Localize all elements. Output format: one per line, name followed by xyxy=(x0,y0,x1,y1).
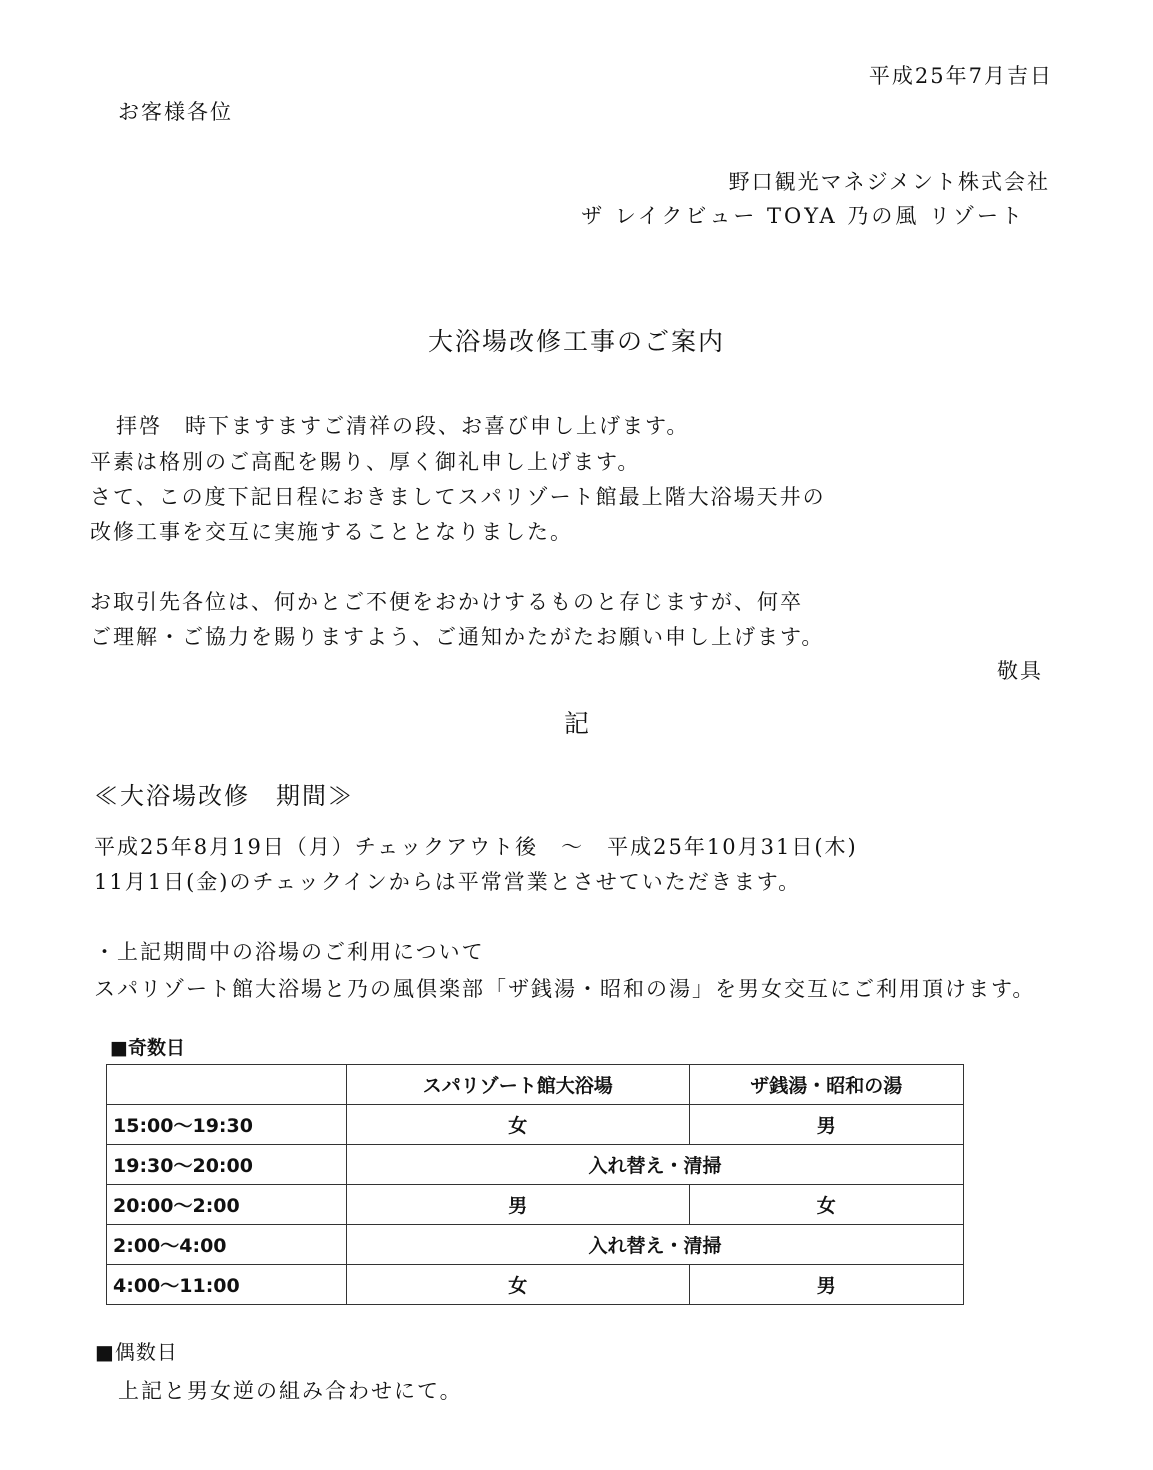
table-row xyxy=(107,1145,964,1185)
table-header-cell: ザ銭湯・昭和の湯 xyxy=(689,1065,963,1105)
table-header-cell: スパリゾート館大浴場 xyxy=(347,1065,690,1105)
table-row xyxy=(107,1185,964,1225)
body-line-4: 改修工事を交互に実施することとなりました。 xyxy=(90,520,573,544)
notice-line-1: ・上記期間中の浴場のご利用について xyxy=(94,940,485,964)
table-row xyxy=(107,1265,964,1305)
time-cell: 19:30～20:00 xyxy=(107,1145,347,1185)
spa-cell: 女 xyxy=(347,1105,690,1145)
period-heading: ≪大浴場改修 期間≫ xyxy=(94,782,354,810)
document-date: 平成25年7月吉日 xyxy=(868,64,1053,88)
table-row xyxy=(107,1225,964,1265)
sender-company: 野口観光マネジメント株式会社 xyxy=(728,170,1050,194)
time-cell: 15:00～19:30 xyxy=(107,1105,347,1145)
recipient: お客様各位 xyxy=(118,100,233,124)
body-line-3: さて、この度下記日程におきましてスパリゾート館最上階大浴場天井の xyxy=(90,485,826,509)
time-cell: 4:00～11:00 xyxy=(107,1265,347,1305)
table-header-cell xyxy=(107,1065,347,1105)
cleaning-cell: 入れ替え・清掃 xyxy=(347,1145,964,1185)
odd-days-label: ■奇数日 xyxy=(110,1037,185,1059)
sento-cell: 女 xyxy=(689,1185,963,1225)
body-line-2: 平素は格別のご高配を賜り、厚く御礼申し上げます。 xyxy=(90,450,641,474)
sento-cell: 男 xyxy=(689,1265,963,1305)
body-line-5: お取引先各位は、何かとご不便をおかけするものと存じますが、何卒 xyxy=(90,590,803,614)
table-header-row xyxy=(107,1065,964,1105)
time-cell: 20:00～2:00 xyxy=(107,1185,347,1225)
schedule-table xyxy=(106,1064,964,1305)
body-line-1: 拝啓 時下ますますご清祥の段、お喜び申し上げます。 xyxy=(116,414,690,438)
cleaning-cell: 入れ替え・清掃 xyxy=(347,1225,964,1265)
sender-hotel: ザ レイクビュー TOYA 乃の風 リゾート xyxy=(581,204,1025,228)
time-cell: 2:00～4:00 xyxy=(107,1225,347,1265)
closing-keigu: 敬具 xyxy=(997,659,1043,683)
period-line-2: 11月1日(金)のチェックインからは平常営業とさせていただきます。 xyxy=(94,870,802,894)
document-title: 大浴場改修工事のご案内 xyxy=(427,327,725,356)
period-line-1: 平成25年8月19日（月）チェックアウト後 ～ 平成25年10月31日(木) xyxy=(94,835,858,859)
even-days-label: ■偶数日 xyxy=(95,1340,178,1364)
spa-cell: 女 xyxy=(347,1265,690,1305)
even-days-text: 上記と男女逆の組み合わせにて。 xyxy=(118,1379,463,1403)
notice-line-2: スパリゾート館大浴場と乃の風倶楽部「ザ銭湯・昭和の湯」を男女交互にご利用頂けます。 xyxy=(94,977,1036,1001)
spa-cell: 男 xyxy=(347,1185,690,1225)
table-row xyxy=(107,1105,964,1145)
ki-heading: 記 xyxy=(563,709,589,738)
sento-cell: 男 xyxy=(689,1105,963,1145)
body-line-6: ご理解・ご協力を賜りますよう、ご通知かたがたお願い申し上げます。 xyxy=(90,625,825,649)
